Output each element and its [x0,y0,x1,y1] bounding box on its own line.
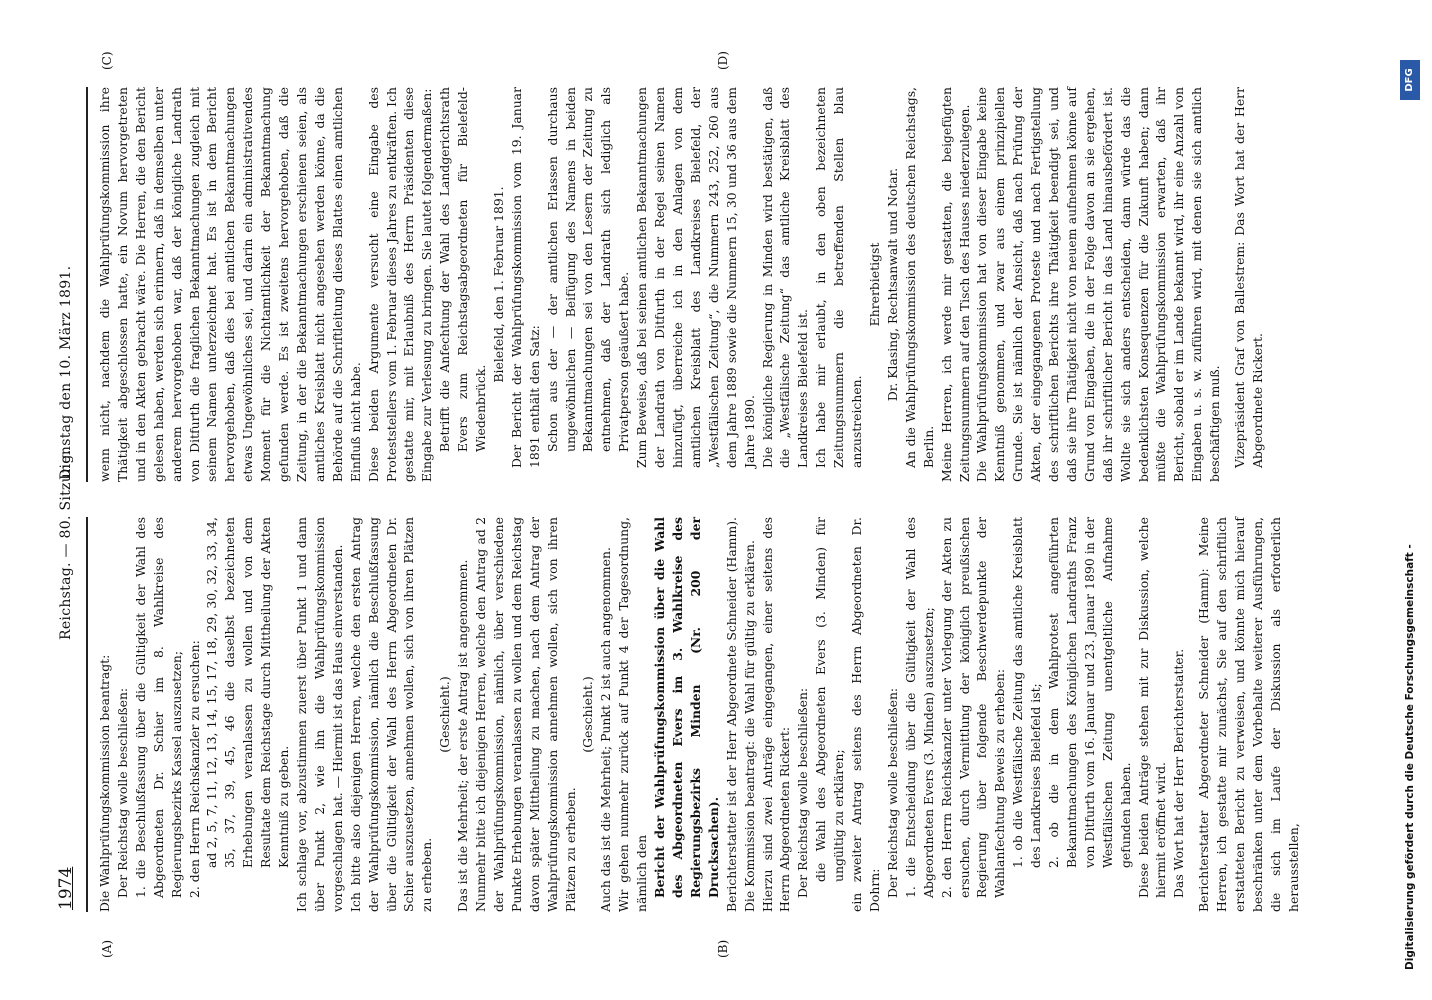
header-rule-left [86,517,88,912]
letter-paragraph: Ich habe mir erlaubt, in den oben bezeichneten Zeitungsnummern die betreffenden Stellen blau anzustreichen. [813,87,865,468]
page-number: 1974 [56,866,76,910]
paragraph: wenn nicht, nachdem die Wahlprüfungskommission ihre Thätigkeit abgeschlossen hatte, ein Novum hervorgetreten und in den Akten gebracht wäre. Die Herren, die den Bericht gelesen haben, werden sich erinnern, daß in demselben unter anderem hervorgehoben war, daß der königliche Landrath von Ditfurth die fraglichen Bekanntmachungen zugleich mit seinem Namen unterzeichnet hat. Es ist in dem Bericht hervorgehoben, daß dies bei amtlichen Bekanntmachungen etwas Ungewöhnliches sei, und darin ein administrativendes Moment für die Nichtamtlichkeit der Bekanntmachung gefunden werde. Es ist zweitens hervorgehoben, daß die Zeitung, in der die Bekanntmachungen erschienen seien, als amtliches Kreisblatt nicht angesehen werden könne, da die Behörde auf die Schriftleitung dieses Blattes einen amtlichen Einfluß nicht habe. [97,87,363,482]
paragraph: 1. ob die Westfälische Zeitung das amtliche Kreisblatt des Landkreises Bielefeld ist; [1010,517,1044,868]
paragraph: 2. den Herrn Reichskanzler unter Vorlegung der Akten zu ersuchen, durch Vermittlung der königlich preußischen Regierung über folgende Beschwerdepunkte der Wahlanfechtung Beweis zu erheben: [938,517,1008,898]
paragraph: Meine Herren, ich werde mir gestatten, die beigefügten Zeitungsnummern auf den Tisch des Hauses niederzulegen. [938,87,972,482]
agenda-item-heading: Bericht der Wahlprüfungskommission über die Wahl des Abgeordneten Evers im 3. Wahlkreise des Regierungsbezirks Minden (Nr. 200 der Drucksachen). [652,517,721,898]
paragraph: Diese beiden Anträge stehen mit zur Diskussion, welche hiermit eröffnet wird. [1135,517,1169,898]
letter-closing: Ehrerbietigst [866,242,882,327]
paragraph: ad 2, 5, 7, 11, 12, 13, 14, 15, 17, 18, 29, 30, 32, 33, 34, 35, 37, 39, 45, 46 die daselbst bezeichneten Erhebungen veranlassen zu wollen und von dem Resultate dem Reichstage durch Mittheilung der Akten Kenntniß zu geben. [204,517,292,868]
digitization-note: Digitalisierung gefördert durch die Deutsche Forschungsgemeinschaft - [1404,544,1416,970]
margin-marker-a: (A) [100,939,114,958]
speaker-paragraph: Vizepräsident Graf von Ballestrem: Das Wort hat der Herr Abgeordnete Rickert. [1232,87,1265,468]
paragraph: Die Wahlprüfungskommission hat von dieser Eingabe keine Kenntniß genommen, und zwar aus einem prinzipiellen Grunde. Sie ist nämlich der Ansicht, daß nach Prüfung der Akten, der eingegangenen Proteste und nach Fertigstellung des schriftlichen Berichts ihre Thätigkeit beendigt sei, und daß sie ihre Thätigkeit nicht von neuem aufnehmen könne auf Grund von Eingaben, die in der Folge davon an sie ergehen, daß ihr schriftlicher Bericht in das Land hinausbefördert ist. Wollte sie sich anders entscheiden, dann würde das die bedenklichsten Konsequenzen für die Zukunft haben; dann müßte die Wahlprüfungskommission erwarten, daß ihr Bericht, sobald er im Lande bekannt wird, ihr eine Anzahl von Eingaben u. s. w. zuführen wird, mit denen sie sich amtlich beschäftigen muß. [974,87,1223,482]
speech-paragraph: Berichterstatter Abgeordneter Schneider (Hamm): Meine Herren, ich gestatte mir zunächst, Sie auf den schriftlich erstatteten Bericht zu verweisen, und könnte mich hierauf beschränken unter dem Vorbehalte weiterer Ausführungen, die sich im Laufe der Diskussion als erforderlich herausstellen, [1196,517,1301,912]
header-rule-right [86,87,88,482]
margin-marker-c: (C) [100,51,114,70]
page-header [44,0,78,1000]
paragraph: die Wahl des Abgeordneten Evers (3. Minden) für ungültig zu erklären; [813,517,847,882]
paragraph: Das ist die Mehrheit; der erste Antrag ist angenommen. [455,559,471,912]
letter-quote: Schon aus der — der amtlichen Erlassen durchaus ungewöhnlichen — Beifügung des Namens in beiden Bekanntmachungen sei von den Lesern der Zeitung zu entnehmen, daß der Landrath sich lediglich als Privatperson geäußert habe. [544,87,632,452]
paragraph: Ich schlage vor, abzustimmen zuerst über Punkt 1 und dann über Punkt 2, wie ihn die Wahlprüfungskommission vorgeschlagen hat. — Hiermit ist das Haus einverstanden. [293,517,345,912]
paragraph: Der Reichstag wolle beschließen: [884,687,900,898]
session-date: Dienstag den 10. März 1891. [58,265,74,480]
paragraph: Berichterstatter ist der Herr Abgeordnete Schneider (Hamm). Die Kommission beantragt: die Wahl für gültig zu erklären. [723,517,757,912]
letter-subject: Betrifft die Anfechtung der Wahl des Landgerichtsrath Evers zum Reichstagsabgeordneten für Bielefeld-Wiedenbrück. [437,87,489,452]
session-title: Reichstag. — 80. Sitzung. [58,449,74,640]
paragraph: Diese beiden Argumente versucht eine Eingabe des Proteststellers vom 1. Februar dieses Jahres zu entkräften. Ich gestatte mir, mit Erlaubniß des Herrn Präsidenten diese Eingabe zur Verlesung zu bringen. Sie lautet folgendermaßen: [365,87,435,482]
paragraph: Die Wahlprüfungskommission beantragt: [97,654,112,912]
right-text-column [96,87,1267,482]
paragraph: 1. die Beschlußfassung über die Gültigkeit der Wahl des Abgeordneten Dr. Schier im 8. Wahlkreise des Regierungsbezirks Kassel auszusetzen; [132,517,184,898]
letter-paragraph: Der Bericht der Wahlprüfungskommission vom 19. Januar 1891 enthält den Satz: [508,87,542,468]
letter-paragraph: Die königliche Regierung in Minden wird bestätigen, daß die „Westfälische Zeitung“ das amtliche Kreisblatt des Landkreises Bielefeld ist. [759,87,811,468]
paragraph: Hierzu sind zwei Anträge eingegangen, einer seitens des Herrn Abgeordneten Rickert: [759,517,793,912]
paragraph: Nunmehr bitte ich diejenigen Herren, welche den Antrag ad 2 der Wahlprüfungskommission, nämlich, über verschiedene Punkte Erhebungen veranlassen zu wollen und dem Reichstag davon später Mittheilung zu machen, nach dem Antrag der Wahlprüfungskommission annehmen wollen, sich von ihren Plätzen zu erheben. [473,517,578,912]
paragraph: Der Reichstag wolle beschließen: [114,687,130,898]
letter-paragraph: Zum Beweise, daß bei seinen amtlichen Bekanntmachungen der Landrath von Ditfurth in der Regel seinen Namen hinzufügt, überreiche ich in den Anlagen von dem amtlichen Kreisblatt des Landkreises Bielefeld, der „Westfälischen Zeitung“, die Nummern 243, 252, 260 aus dem Jahre 1889 sowie die Nummern 15, 30 und 36 aus dem Jahre 1890. [634,87,757,468]
letter-signature: Dr. Klasing, Rechtsanwalt und Notar. [884,167,900,402]
paragraph: 2. den Herrn Reichskanzler zu ersuchen: [186,640,202,898]
paragraph: Auch das ist die Mehrheit; Punkt 2 ist auch angenommen. [598,547,614,912]
left-text-column [96,517,1303,912]
paragraph: ein zweiter Antrag seitens des Herrn Abgeordneten Dr. Dohrn: [849,517,882,912]
paragraph: 1. die Entscheidung über die Gültigkeit der Wahl des Abgeordneten Evers (3. Minden) auszusetzen; [902,517,936,898]
letter-address: An die Wahlprüfungskommission des deutschen Reichstags, Berlin. [902,87,936,468]
paragraph: 2. ob die in dem Wahlprotest angeführten Bekanntmachungen des Königlichen Landraths Franz von Ditfurth vom 16. Januar und 23. Januar 1890 in der Westfälischen Zeitung unentgeltliche Aufnahme gefunden haben. [1046,517,1133,868]
stage-direction: (Geschieht.) [437,676,453,753]
margin-marker-b: (B) [716,939,730,958]
margin-marker-d: (D) [716,51,730,70]
paragraph: Der Reichstag wolle beschließen: [795,687,811,898]
paragraph: Wir gehen nunmehr zurück auf Punkt 4 der Tagesordnung, nämlich den [616,517,650,912]
letter-date: Bielefeld, den 1. Februar 1891. [490,186,506,383]
paragraph: Ich bitte also diejenigen Herren, welche den ersten Antrag der Wahlprüfungskommission, nämlich die Beschlußfassung über die Gültigkeit der Wahl des Herrn Abgeordneten Dr. Schier auszusetzen, annehmen wollen, sich von ihren Plätzen zu erheben. [347,517,435,912]
paragraph: Das Wort hat der Herr Berichterstatter. [1171,648,1187,898]
stage-direction: (Geschieht.) [580,676,596,753]
dfg-logo: DFG [1400,60,1420,100]
